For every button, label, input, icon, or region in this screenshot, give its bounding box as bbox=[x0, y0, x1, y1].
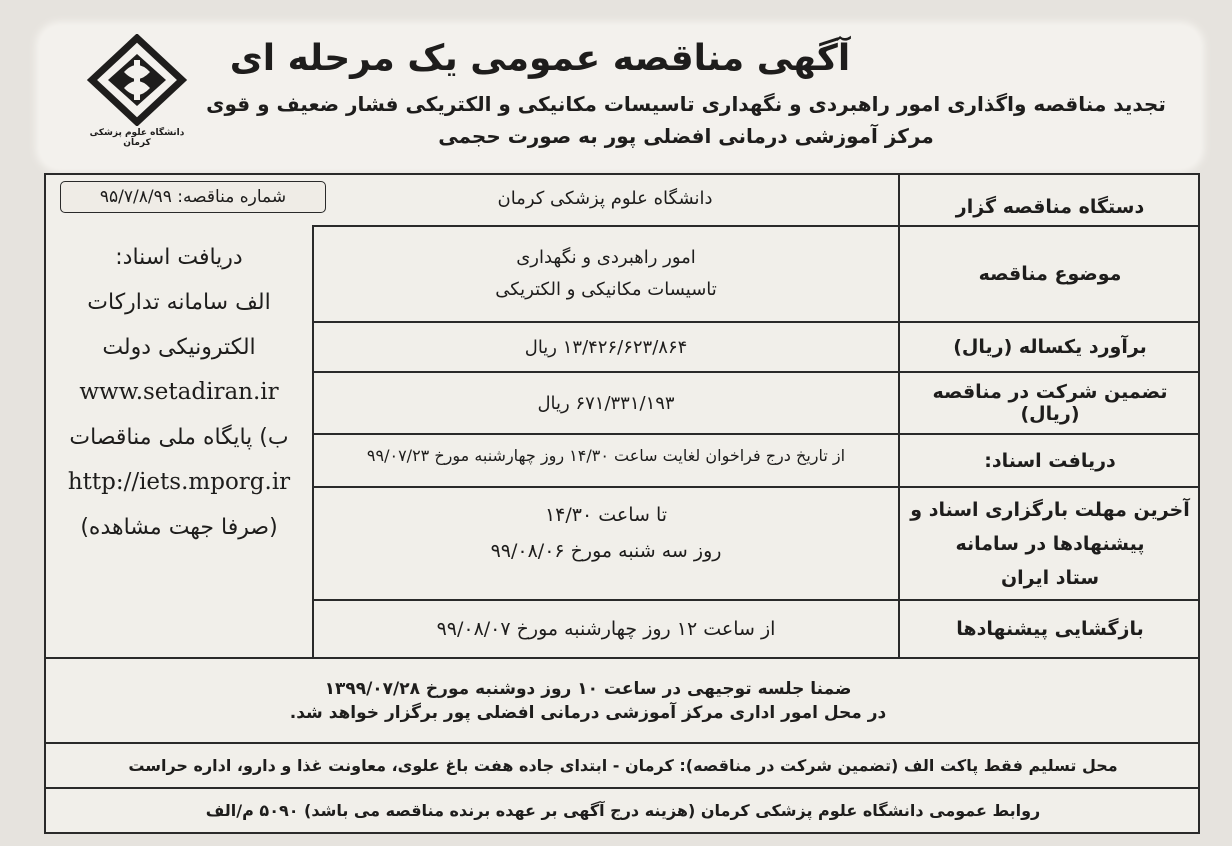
university-logo bbox=[82, 34, 192, 162]
subject-line-1: امور راهبردی و نگهداری bbox=[516, 247, 696, 268]
side-line-7: (صرفا جهت مشاهده) bbox=[80, 515, 278, 540]
ad-subtitle bbox=[186, 88, 1186, 152]
value-upload-deadline bbox=[314, 488, 898, 578]
briefing-note bbox=[46, 661, 1200, 741]
label-participation-guarantee: تضمین شرکت در مناقصه (ریال) bbox=[932, 381, 1168, 425]
deadline-label-line-3: ستاد ایران bbox=[1000, 566, 1100, 589]
value-bid-opening: از ساعت ۱۲ روز چهارشنبه مورخ ۹۹/۰۸/۰۷ bbox=[436, 618, 776, 640]
label-annual-estimate: برآورد یکساله (ریال) bbox=[953, 336, 1147, 358]
side-line-3: الکترونیکی دولت bbox=[102, 335, 256, 360]
tender-table bbox=[44, 173, 1200, 834]
side-line-1: دریافت اسناد: bbox=[115, 245, 243, 270]
deadline-label-line-2: پیشنهادها در سامانه bbox=[955, 532, 1145, 555]
label-tendering-body: دستگاه مناقصه گزار bbox=[955, 196, 1145, 218]
ad-title: آگهی مناقصه عمومی یک مرحله ای bbox=[229, 38, 851, 79]
logo-caption: دانشگاه علوم پزشکی کرمان bbox=[89, 128, 185, 148]
setadiran-url: www.setadiran.ir bbox=[79, 379, 279, 405]
subject-line-2: تاسیسات مکانیکی و الکتریکی bbox=[495, 279, 717, 300]
value-tendering-body: دانشگاه علوم پزشکی کرمان bbox=[497, 187, 713, 209]
briefing-line-1: ضمنا جلسه توجیهی در ساعت ۱۰ روز دوشنبه مورخ ۱۳۹۹/۰۷/۲۸ bbox=[324, 679, 852, 699]
briefing-line-2: در محل امور اداری مرکز آموزشی درمانی افضلی پور برگزار خواهد شد. bbox=[289, 703, 887, 723]
delivery-location: محل تسلیم فقط پاکت الف (تضمین شرکت در مناقصه): کرمان - ابتدای جاده هفت باغ علوی، معاونت غذا و دارو، اداره حراست bbox=[128, 755, 1118, 775]
tender-number: شماره مناقصه: ۹۵/۷/۸/۹۹ bbox=[60, 181, 326, 213]
deadline-label-line-1: آخرین مهلت بارگزاری اسناد و bbox=[910, 498, 1190, 521]
subtitle-line-1: تجدید مناقصه واگذاری امور راهبردی و نگهداری تاسیسات مکانیکی و الکتریکی فشار ضعیف و قوی bbox=[206, 92, 1166, 116]
side-line-5: ب) پایگاه ملی مناقصات bbox=[69, 425, 289, 450]
label-bid-opening: بازگشایی پیشنهادها bbox=[956, 618, 1144, 640]
subtitle-line-2: مرکز آموزشی درمانی افضلی پور به صورت حجمی bbox=[438, 124, 934, 148]
deadline-time: تا ساعت ۱۴/۳۰ bbox=[544, 504, 668, 526]
label-tender-subject: موضوع مناقصه bbox=[978, 263, 1122, 285]
label-upload-deadline bbox=[900, 488, 1200, 599]
iets-url: http://iets.mporg.ir bbox=[67, 469, 291, 495]
ad-header bbox=[40, 26, 1200, 168]
document-sources bbox=[54, 235, 304, 550]
value-tender-subject bbox=[314, 227, 898, 321]
value-document-receipt: از تاریخ درج فراخوان لغایت ساعت ۱۴/۳۰ روز چهارشنبه مورخ ۹۹/۰۷/۲۳ bbox=[366, 445, 846, 465]
value-participation-guarantee: ۶۷۱/۳۳۱/۱۹۳ ریال bbox=[537, 392, 675, 414]
deadline-date: روز سه شنبه مورخ ۹۹/۰۸/۰۶ bbox=[490, 540, 722, 562]
public-relations-footer: روابط عمومی دانشگاه علوم پزشکی کرمان (هزینه درج آگهی بر عهده برنده مناقصه می باشد) ۵۰۹۰ م/الف bbox=[205, 801, 1041, 820]
side-line-2: الف سامانه تدارکات bbox=[87, 290, 271, 315]
university-emblem-icon bbox=[82, 34, 192, 126]
value-annual-estimate: ۱۳/۴۲۶/۶۲۳/۸۶۴ ریال bbox=[524, 336, 688, 358]
label-document-receipt: دریافت اسناد: bbox=[984, 449, 1116, 472]
